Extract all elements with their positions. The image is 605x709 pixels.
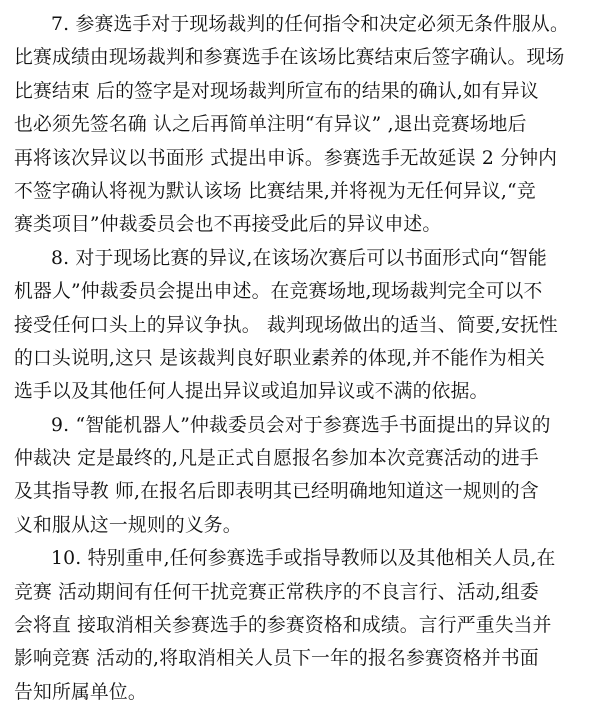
- text-line: 及其指导教 师,在报名后即表明其已经明确地知道这一规则的含: [14, 481, 539, 503]
- text-line: 10. 特别重申,任何参赛选手或指导教师以及其他相关人员,在: [51, 548, 556, 570]
- text-line: 影响竞赛 活动的,将取消相关人员下一年的报名参赛资格并书面: [14, 648, 539, 670]
- text-line: 也必须先签名确 认之后再简单注明“有异议” ,退出竞赛场地后: [14, 114, 527, 136]
- text-line: 7. 参赛选手对于现场裁判的任何指令和决定必须无条件服从。: [51, 14, 570, 35]
- text-line: 接受任何口头上的异议争执。 裁判现场做出的适当、简要,安抚性: [14, 314, 558, 336]
- text-line: 告知所属单位。: [14, 681, 147, 703]
- text-line: 的口头说明,这只 是该裁判良好职业素养的体现,并不能作为相关: [14, 347, 546, 369]
- text-line: 竞赛 活动期间有任何干扰竞赛正常秩序的不良言行、活动,组委: [14, 581, 539, 603]
- text-line: 比赛成绩由现场裁判和参赛选手在该场比赛结束后签字确认。现场: [14, 47, 565, 69]
- text-line: 机器人”仲裁委员会提出申述。在竞赛场地,现场裁判完全可以不: [14, 281, 543, 303]
- text-line: 会将直 接取消相关参赛选手的参赛资格和成绩。言行严重失当并: [14, 615, 552, 637]
- text-line: 赛类项目”仲裁委员会也不再接受此后的异议申述。: [14, 214, 442, 236]
- text-line: 比赛结束 后的签字是对现场裁判所宣布的结果的确认,如有异议: [14, 80, 539, 102]
- text-line: 9. “智能机器人”仲裁委员会对于参赛选手书面提出的异议的: [51, 414, 551, 436]
- paragraph-rule-10: [14, 542, 593, 709]
- text-line: 再将该次异议以书面形 式提出申诉。参赛选手无故延误 2 分钟内: [14, 147, 558, 169]
- text-line: 不签字确认将视为默认该场 比赛结果,并将视为无任何异议,“竞: [14, 180, 536, 202]
- paragraph-rule-7: [14, 8, 593, 242]
- paragraph-rule-9: [14, 409, 593, 543]
- paragraph-rule-8: [14, 242, 593, 409]
- text-line: 仲裁决 定是最终的,凡是正式自愿报名参加本次竞赛活动的进手: [14, 448, 539, 470]
- text-line: 选手以及其他任何人提出异议或追加异议或不满的依据。: [14, 381, 489, 403]
- text-line: 义和服从这一规则的义务。: [14, 514, 242, 536]
- text-line: 8. 对于现场比赛的异议,在该场次赛后可以书面形式向“智能: [51, 247, 548, 269]
